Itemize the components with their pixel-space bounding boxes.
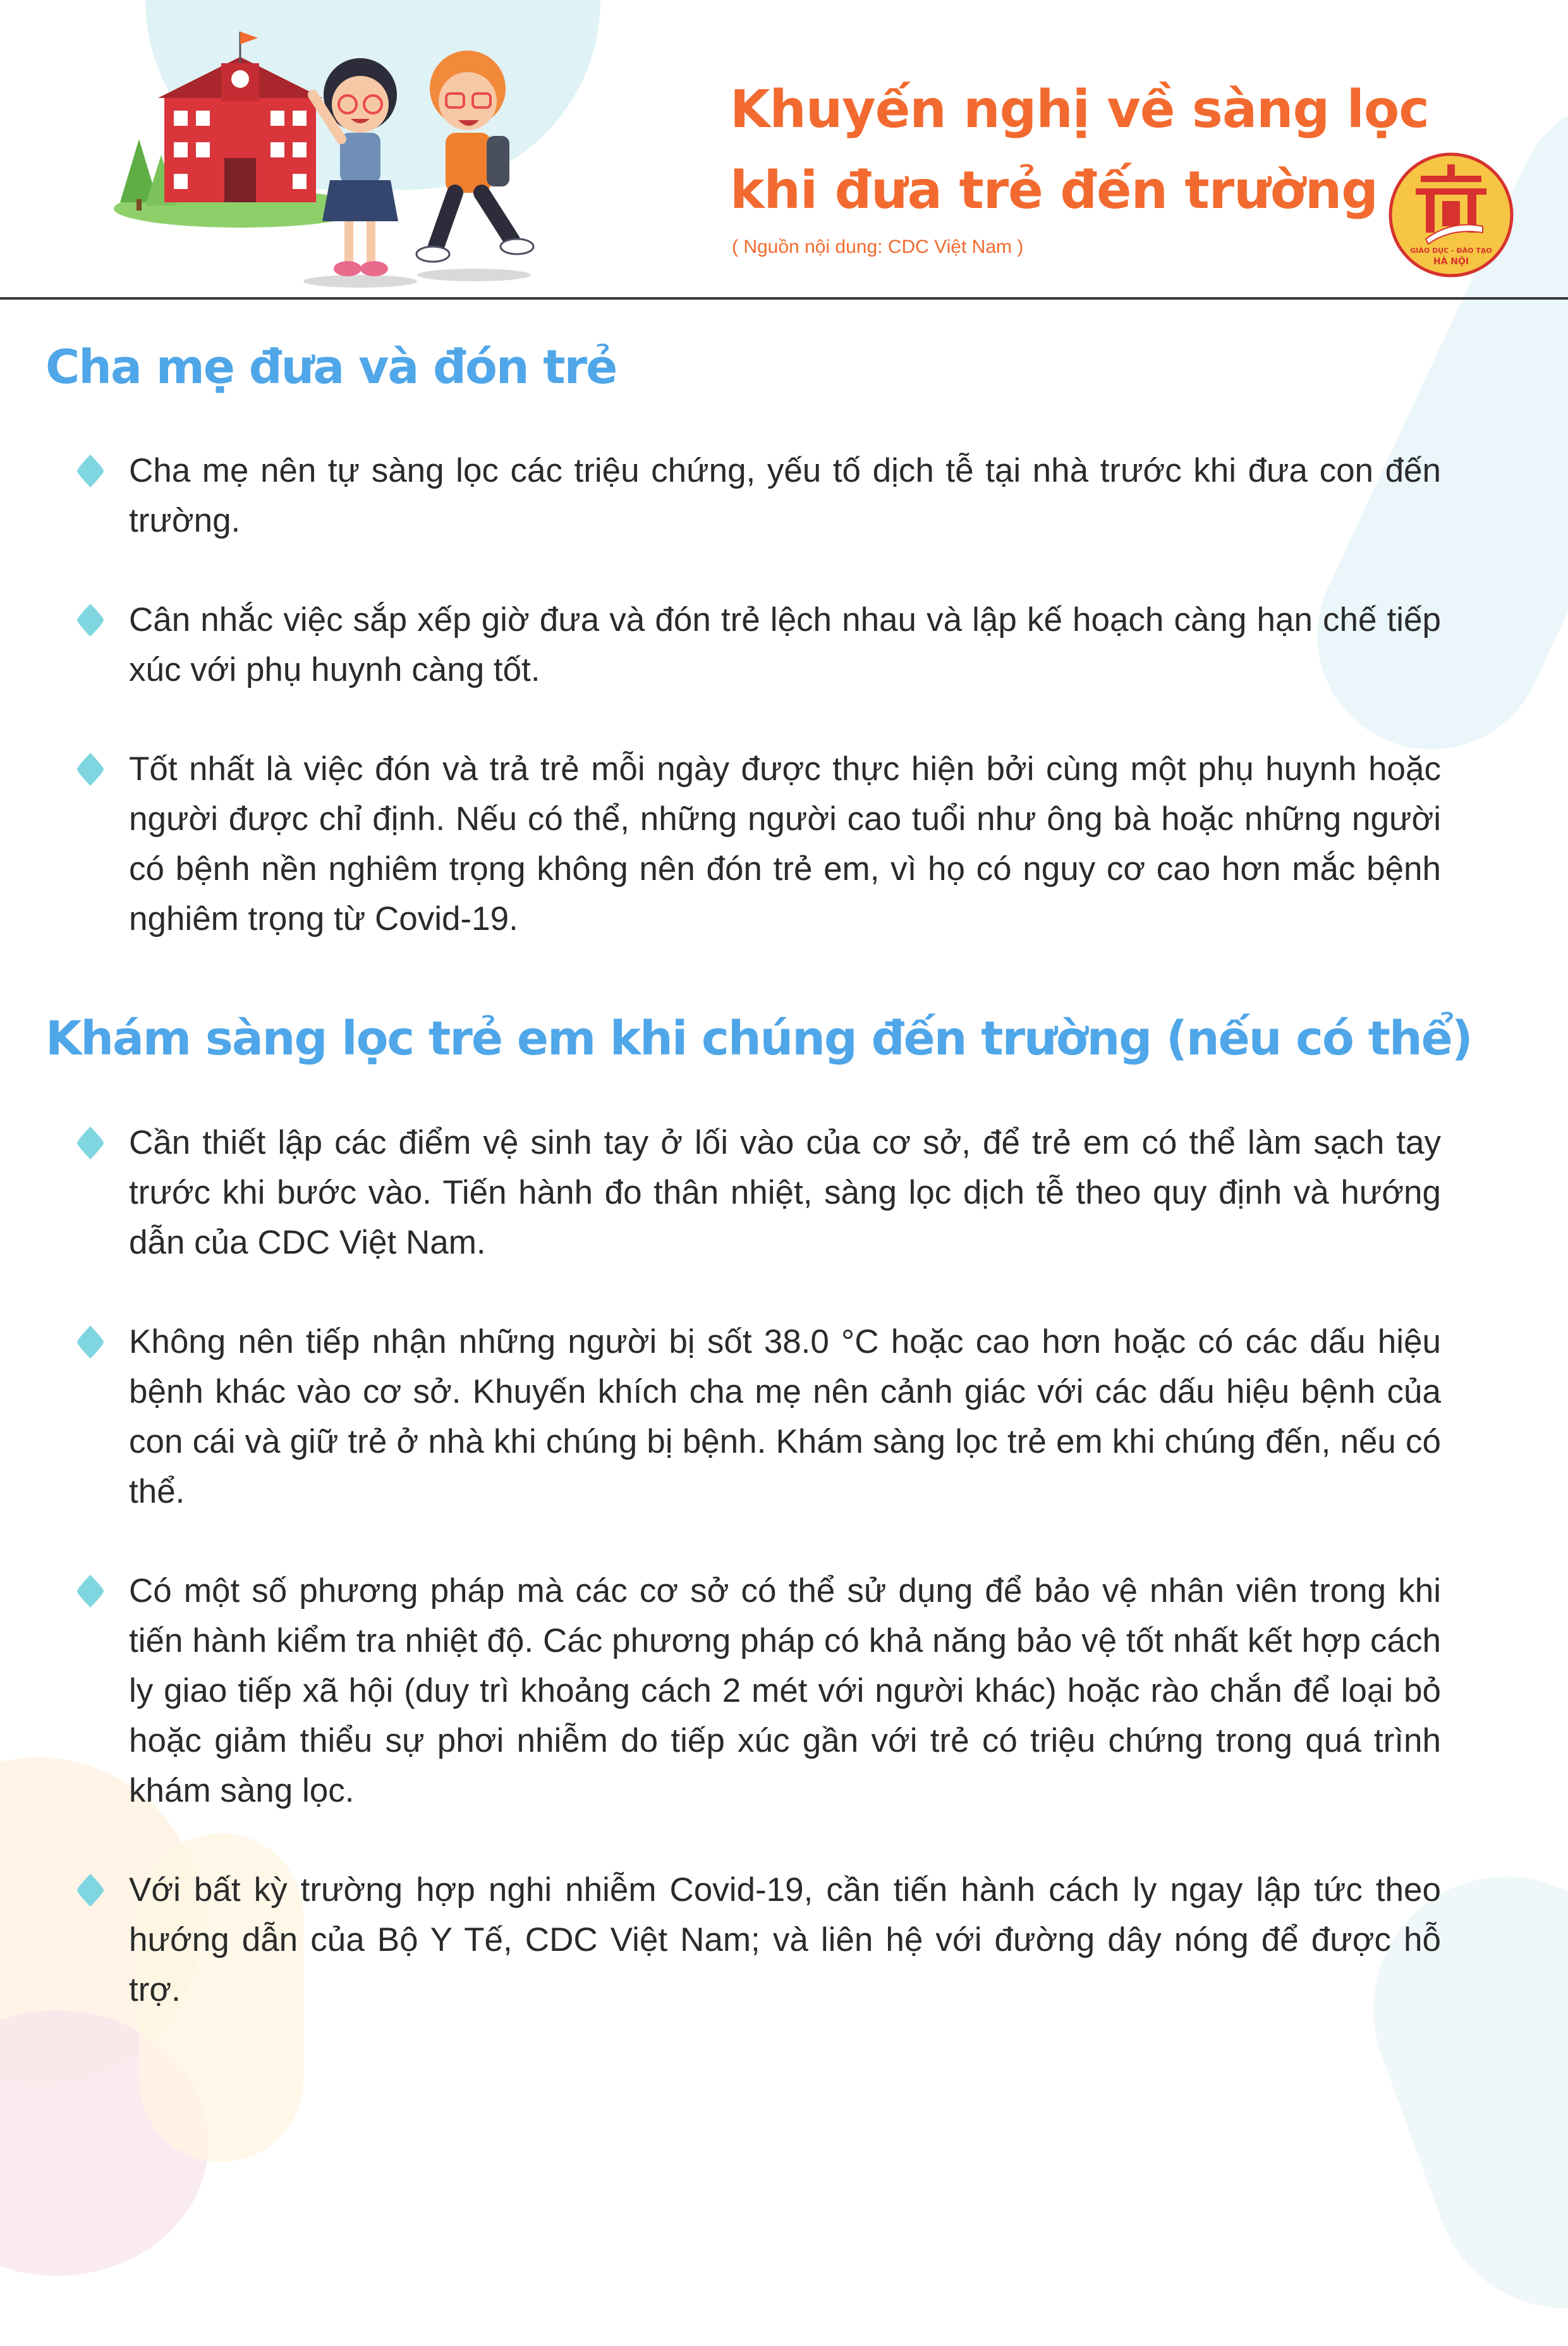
list-item <box>76 595 1441 695</box>
header-divider <box>0 297 1568 300</box>
list-item-text: Cha mẹ nên tự sàng lọc các triệu chứng, yếu tố dịch tễ tại nhà trước khi đưa con đến trường. <box>129 452 1441 539</box>
source-note: ( Nguồn nội dung: CDC Việt Nam ) <box>732 236 1024 257</box>
bullet-diamond-icon <box>76 1573 105 1609</box>
section-list-parents <box>76 446 1441 993</box>
bullet-diamond-icon <box>76 453 105 489</box>
list-item <box>76 744 1441 944</box>
section-heading-parents: Cha mẹ đưa và đón trẻ <box>46 340 617 394</box>
hanoi-education-logo-icon <box>1388 152 1514 278</box>
list-item <box>76 1118 1441 1268</box>
bullet-diamond-icon <box>76 752 105 787</box>
logo-text-bottom: HÀ NỘI <box>1433 257 1469 267</box>
bullet-diamond-icon <box>76 1873 105 1908</box>
list-item-text: Cần thiết lập các điểm vệ sinh tay ở lối vào của cơ sở, để trẻ em có thể làm sạch tay trước khi bước vào. Tiến hành đo thân nhiệt, sàng lọc dịch tễ theo quy định và hướng dẫn của CDC Việt Nam. <box>129 1124 1441 1261</box>
list-item-text: Tốt nhất là việc đón và trả trẻ mỗi ngày được thực hiện bởi cùng một phụ huynh hoặc người được chỉ định. Nếu có thể, những người cao tuổi như ông bà hoặc những người có bệnh nền nghiêm trọng không nên đón trẻ em, vì họ có nguy cơ cao hơn mắc bệnh nghiêm trọng từ Covid-19. <box>129 750 1441 938</box>
list-item-text: Cân nhắc việc sắp xếp giờ đưa và đón trẻ lệch nhau và lập kế hoạch càng hạn chế tiếp xúc với phụ huynh càng tốt. <box>129 601 1441 688</box>
page-title <box>730 70 1429 231</box>
page-title-line-2: khi đưa trẻ đến trường <box>730 161 1378 221</box>
bullet-diamond-icon <box>76 1324 105 1360</box>
section-list-screening <box>76 1118 1441 2064</box>
list-item <box>76 446 1441 546</box>
bullet-diamond-icon <box>76 602 105 638</box>
list-item <box>76 1317 1441 1517</box>
list-item <box>76 1566 1441 1816</box>
bullet-diamond-icon <box>76 1125 105 1161</box>
page-title-line-1: Khuyến nghị về sàng lọc <box>730 80 1429 140</box>
school-kids-icon <box>95 19 600 291</box>
list-item-text: Có một số phương pháp mà các cơ sở có thể sử dụng để bảo vệ nhân viên trong khi tiến hành kiểm tra nhiệt độ. Các phương pháp có khả năng bảo vệ tốt nhất kết hợp cách ly giao tiếp xã hội (duy trì khoảng cách 2 mét với người khác) hoặc rào chắn để loại bỏ hoặc giảm thiểu sự phơi nhiễm do tiếp xúc gần với trẻ có triệu chứng trong quá trình khám sàng lọc. <box>129 1572 1441 1809</box>
list-item-text: Không nên tiếp nhận những người bị sốt 38.0 °C hoặc cao hơn hoặc có các dấu hiệu bệnh khác vào cơ sở. Khuyến khích cha mẹ nên cảnh giác với các dấu hiệu bệnh của con cái và giữ trẻ ở nhà khi chúng bị bệnh. Khám sàng lọc trẻ em khi chúng đến, nếu có thể. <box>129 1323 1441 1510</box>
list-item-text: Với bất kỳ trường hợp nghi nhiễm Covid-19, cần tiến hành cách ly ngay lập tức theo hướng dẫn của Bộ Y Tế, CDC Việt Nam; và liên hệ với đường dây nóng để được hỗ trợ. <box>129 1871 1441 2008</box>
list-item <box>76 1865 1441 2015</box>
logo-text-top: GIÁO DỤC - ĐÀO TẠO <box>1410 247 1492 255</box>
section-heading-screening: Khám sàng lọc trẻ em khi chúng đến trường (nếu có thể) <box>46 1011 1472 1066</box>
